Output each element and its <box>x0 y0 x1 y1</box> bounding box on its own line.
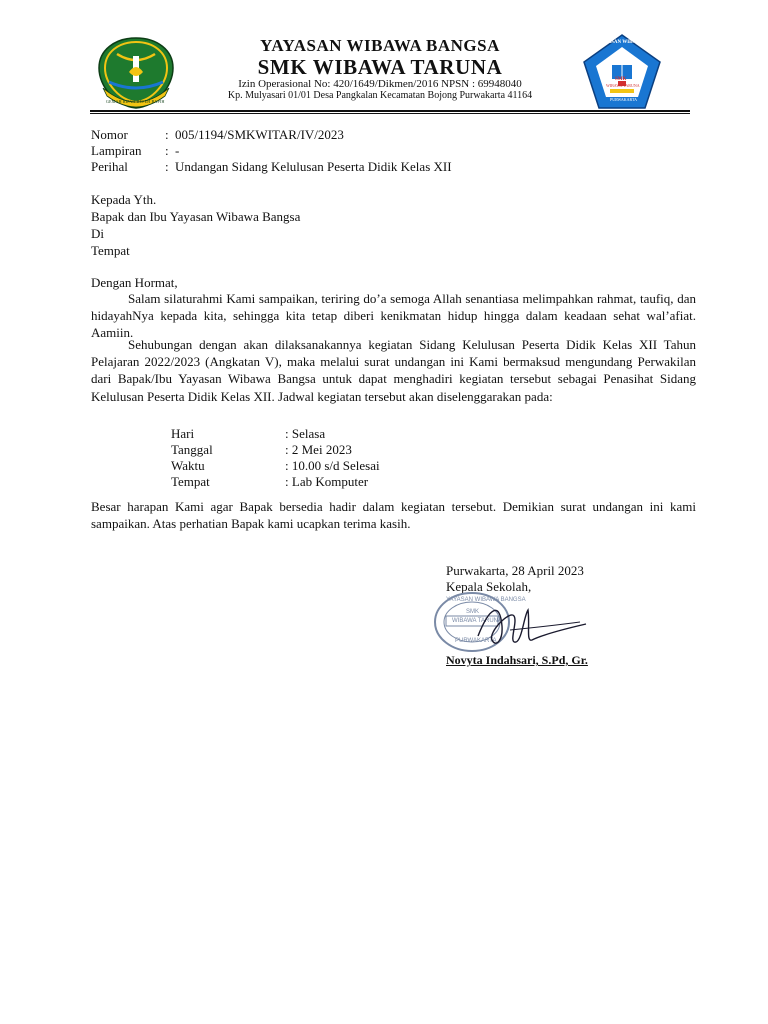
paragraph-2: Sehubungan dengan akan dilaksanakannya kegiatan Sidang Kelulusan Peserta Didik Kelas XII Tahun Pelajaran 2022/2023 (Angkatan V), maka melalui surat undangan ini Kami bermaksud mengundang Perwakilan dari Bapak/Ibu Yayasan Wibawa Bangsa untuk dapat menghadiri kegiatan tersebut sebagai Penasihat Sidang Kelulusan Peserta Didik Kelas XII. Jadwal kegiatan tersebut akan diselenggarakan pada: <box>91 337 696 404</box>
stamp-mid-text: SMK <box>466 609 480 615</box>
meta-label: Perihal <box>91 159 128 174</box>
greeting: Dengan Hormat, <box>91 275 178 290</box>
recipient-line: Bapak dan Ibu Yayasan Wibawa Bangsa <box>91 209 301 224</box>
stamp-top-text: YAYASAN WIBAWA BANGSA <box>446 597 526 603</box>
schedule-row <box>171 441 352 458</box>
foundation-name: YAYASAN WIBAWA BANGSA <box>260 36 500 55</box>
license-line: Izin Operasional No: 420/1649/Dikmen/2016 NPSN : 69948040 <box>238 78 522 90</box>
schedule-value: 2 Mei 2023 <box>291 442 352 457</box>
schedule-value: Lab Komputer <box>291 474 369 489</box>
meta-value: Undangan Sidang Kelulusan Peserta Didik Kelas XII <box>175 159 452 174</box>
schedule-separator: : <box>285 474 289 489</box>
right-logo-top-text: YAYASAN WIBAWA BANGSA <box>598 40 666 45</box>
schedule-separator: : <box>285 442 289 457</box>
schedule-separator: : <box>285 458 289 473</box>
signer-title: Kepala Sekolah, <box>446 579 532 594</box>
right-logo-mid-text: SMK <box>615 77 627 82</box>
schedule-label: Tempat <box>171 474 210 489</box>
right-logo-bottom-text: PURWAKARTA <box>610 97 637 102</box>
paragraph-1: Salam silaturahmi Kami sampaikan, teriring do’a semoga Allah senantiasa melimpahkan rahmat, taufiq, dan hidayahNya kepada kita, sehingga kita tetap diberi kenikmatan hidup hingga dalam keadaan sehat wal’afiat. Aamiin. <box>91 291 696 341</box>
meta-value: 005/1194/SMKWITAR/IV/2023 <box>175 127 344 142</box>
schedule-label: Hari <box>171 426 195 441</box>
meta-separator: : <box>165 143 169 158</box>
schedule-row <box>171 457 380 474</box>
meta-separator: : <box>165 159 169 174</box>
right-logo-sub-text: WIBAWA TARUNA <box>606 83 640 88</box>
meta-perihal <box>91 158 452 175</box>
meta-value: - <box>175 143 180 158</box>
stamp-bottom-text: PURWAKARTA <box>455 638 497 644</box>
meta-label: Lampiran <box>91 143 142 158</box>
school-name: SMK WIBAWA TARUNA <box>257 55 503 79</box>
header-rule-thick <box>90 110 690 112</box>
handwritten-signature-icon <box>470 596 590 654</box>
stamp-sub-text: WIBAWA TARUNA <box>452 618 503 624</box>
meta-nomor <box>91 126 344 143</box>
meta-separator: : <box>165 127 169 142</box>
schedule-value: 10.00 s/d Selesai <box>291 458 380 473</box>
schedule-label: Tanggal <box>171 442 213 457</box>
schedule-label: Waktu <box>171 458 205 473</box>
schedule-row <box>171 425 325 442</box>
left-logo-motto: GEMAH RIPAH REPEH RAPIH <box>106 99 165 104</box>
recipient-line: Tempat <box>91 243 130 258</box>
meta-label: Nomor <box>91 127 128 142</box>
signer-name: Novyta Indahsari, S.Pd, Gr. <box>446 653 588 667</box>
schedule-row <box>171 473 368 490</box>
recipient-line: Di <box>91 226 104 241</box>
meta-lampiran <box>91 142 179 159</box>
place-date: Purwakarta, 28 April 2023 <box>446 563 584 578</box>
closing-paragraph: Besar harapan Kami agar Bapak bersedia hadir dalam kegiatan tersebut. Demikian surat undangan ini kami sampaikan. Atas perhatian Bapak kami ucapkan terima kasih. <box>91 499 696 532</box>
header-rule-thin <box>90 113 690 114</box>
address-line: Kp. Mulyasari 01/01 Desa Pangkalan Kecamatan Bojong Purwakarta 41164 <box>227 90 533 101</box>
schedule-separator: : <box>285 426 289 441</box>
recipient-line: Kepada Yth. <box>91 192 157 207</box>
schedule-value: Selasa <box>291 426 326 441</box>
